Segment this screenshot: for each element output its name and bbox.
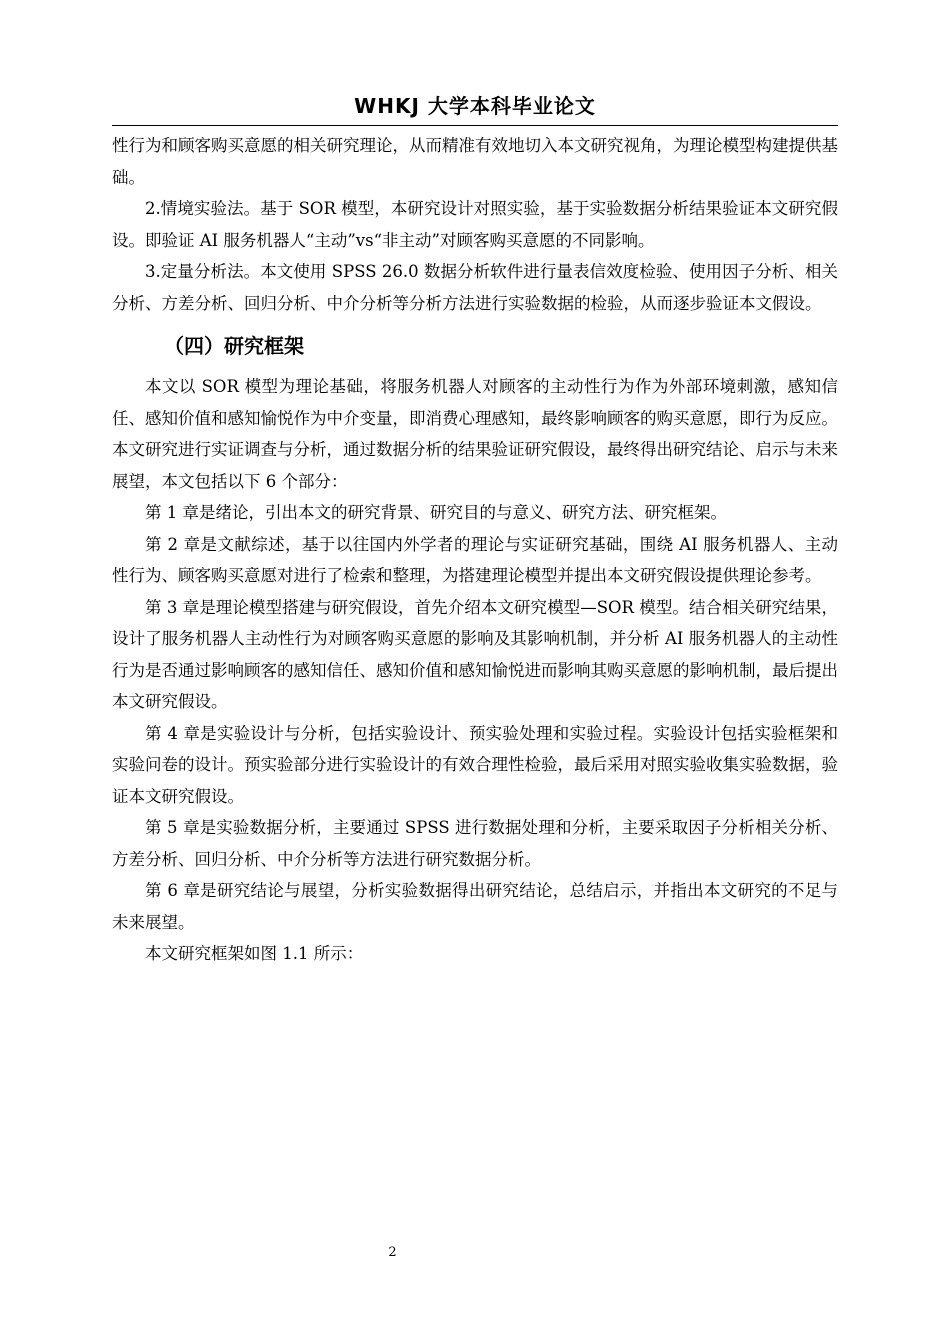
header-divider	[112, 125, 838, 126]
paragraph-framework-intro: 本文以 SOR 模型为理论基础，将服务机器人对顾客的主动性行为作为外部环境刺激，感知信任、感知价值和感知愉悦作为中介变量，即消费心理感知，最终影响顾客的购买意愿，即行为反应。本文研究进行实证调查与分析，通过数据分析的结果验证研究假设，最终得出研究结论、启示与未来展望，本文包括以下 6 个部分：	[112, 377, 838, 491]
paragraph-chapter-3: 第 3 章是理论模型搭建与研究假设，首先介绍本文研究模型—SOR 模型。结合相关研究结果，设计了服务机器人主动性行为对顾客购买意愿的影响及其影响机制，并分析 AI 服务机器人的主动性行为是否通过影响顾客的感知信任、感知价值和感知愉悦进而影响其购买意愿的影响机制，最后提出本文研究假设。	[112, 597, 838, 711]
paragraph-situational-experiment: 2.情境实验法。基于 SOR 模型，本研究设计对照实验，基于实验数据分析结果验证本文研究假设。即验证 AI 服务机器人“主动”vs“非主动”对顾客购买意愿的不同影响。	[112, 199, 838, 250]
page-header-title: WHKJ 大学本科毕业论文	[354, 94, 596, 118]
paragraph-chapter-6: 第 6 章是研究结论与展望，分析实验数据得出研究结论，总结启示，并指出本文研究的不足与未来展望。	[112, 881, 838, 932]
page-body	[112, 130, 838, 970]
paragraph-chapter-5: 第 5 章是实验数据分析，主要通过 SPSS 进行数据处理和分析，主要采取因子分析相关分析、方差分析、回归分析、中介分析等方法进行研究数据分析。	[112, 818, 838, 869]
paragraph-continuation: 性行为和顾客购买意愿的相关研究理论，从而精准有效地切入本文研究视角，为理论模型构建提供基础。	[112, 136, 838, 187]
paragraph-chapter-4: 第 4 章是实验设计与分析，包括实验设计、预实验处理和实验过程。实验设计包括实验框架和实验问卷的设计。预实验部分进行实验设计的有效合理性检验，最后采用对照实验收集实验数据，验证本文研究假设。	[112, 723, 838, 806]
paragraph-chapter-2: 第 2 章是文献综述，基于以往国内外学者的理论与实证研究基础，围绕 AI 服务机器人、主动性行为、顾客购买意愿对进行了检索和整理，为搭建理论模型并提出本文研究假设提供理论参考。	[112, 534, 838, 585]
paragraph-chapter-1: 第 1 章是绪论，引出本文的研究背景、研究目的与意义、研究方法、研究框架。	[145, 503, 727, 522]
section-heading-research-framework: （四）研究框架	[164, 334, 304, 358]
paragraph-figure-reference: 本文研究框架如图 1.1 所示：	[145, 944, 364, 963]
page-number: 2	[388, 1245, 397, 1260]
paragraph-quantitative-analysis: 3.定量分析法。本文使用 SPSS 26.0 数据分析软件进行量表信效度检验、使用因子分析、相关分析、方差分析、回归分析、中介分析等分析方法进行实验数据的检验，从而逐步验证本文假设。	[112, 262, 838, 313]
